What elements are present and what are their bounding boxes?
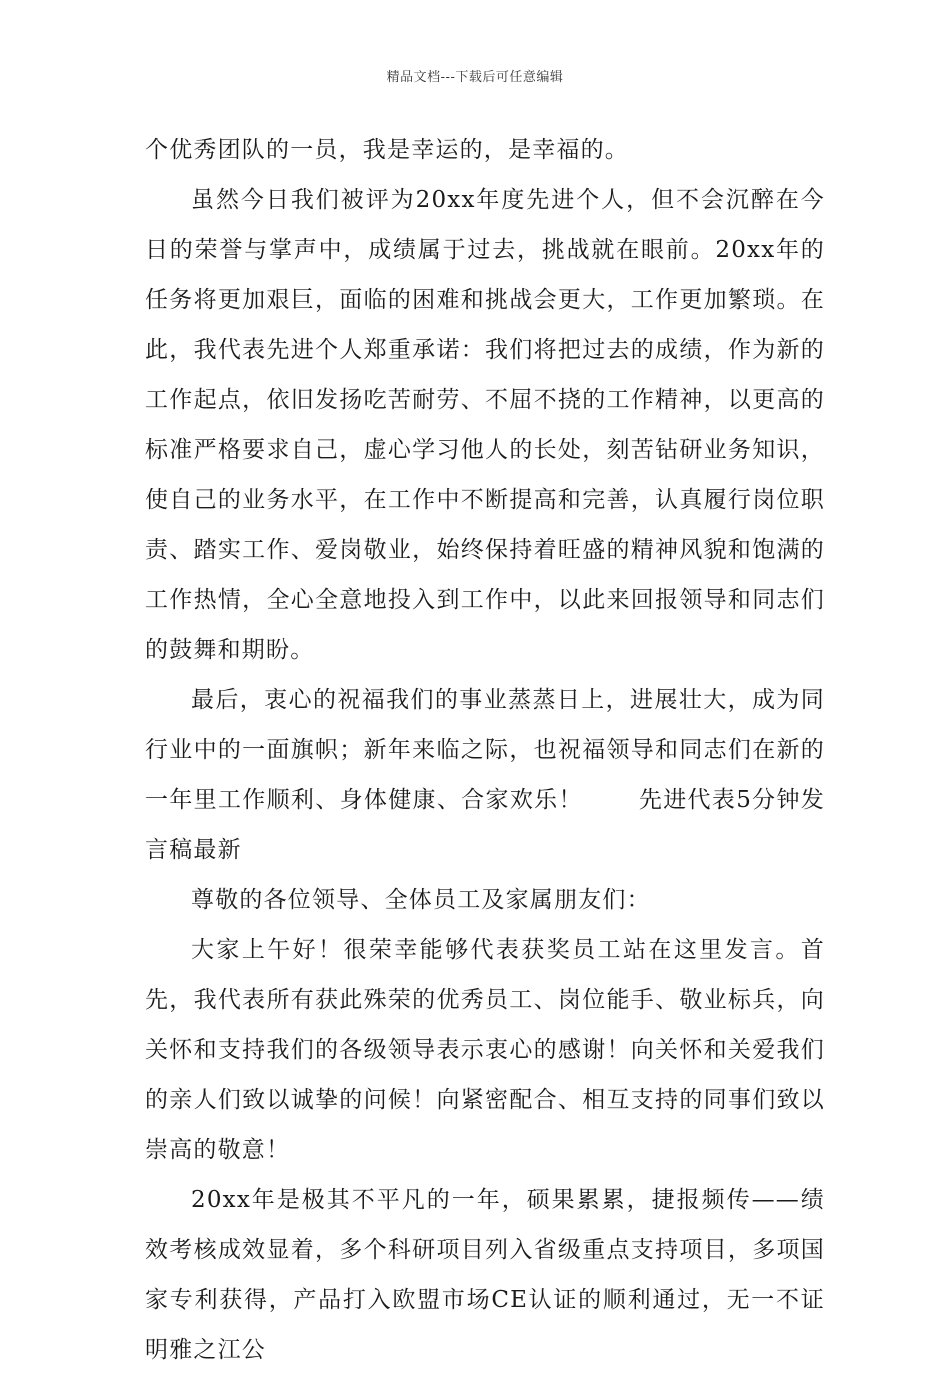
paragraph-achievements: 20xx年是极其不平凡的一年，硕果累累，捷报频传——绩效考核成效显着，多个科研项目列入省级重点支持项目，多项国家专利获得，产品打入欧盟市场CE认证的顺利通过，无一不证明雅之江公 [145,1187,825,1363]
document-body [145,125,825,1375]
paragraph-commitment: 虽然今日我们被评为20xx年度先进个人，但不会沉醉在今日的荣誉与掌声中，成绩属于过去，挑战就在眼前。20xx年的任务将更加艰巨，面临的困难和挑战会更大，工作更加繁琐。在此，我代表先进个人郑重承诺：我们将把过去的成绩，作为新的工作起点，依旧发扬吃苦耐劳、不屈不挠的工作精神，以更高的标准严格要求自己，虚心学习他人的长处，刻苦钻研业务知识，使自己的业务水平，在工作中不断提高和完善，认真履行岗位职责、踏实工作、爱岗敬业，始终保持着旺盛的精神风貌和饱满的工作热情，全心全意地投入到工作中，以此来回报领导和同志们的鼓舞和期盼。 [145,187,825,663]
paragraph-greeting: 大家上午好！很荣幸能够代表获奖员工站在这里发言。首先，我代表所有获此殊荣的优秀员工、岗位能手、敬业标兵，向关怀和支持我们的各级领导表示衷心的感谢！向关怀和关爱我们的亲人们致以诚挚的问候！向紧密配合、相互支持的同事们致以崇高的敬意！ [145,937,825,1163]
paragraph-continuation: 个优秀团队的一员，我是幸运的，是幸福的。 [145,137,629,163]
paragraph-closing-wishes [145,675,825,875]
closing-wishes-text: 最后，衷心的祝福我们的事业蒸蒸日上，进展壮大，成为同行业中的一面旗帜；新年来临之际，也祝福领导和同志们在新的一年里工作顺利、身体健康、合家欢乐！ [145,687,825,813]
page-header: 精品文档---下载后可任意编辑 [386,70,564,85]
paragraph-salutation: 尊敬的各位领导、全体员工及家属朋友们： [191,887,651,913]
section-title: 先进代表5分钟发言稿最新 [145,787,826,863]
